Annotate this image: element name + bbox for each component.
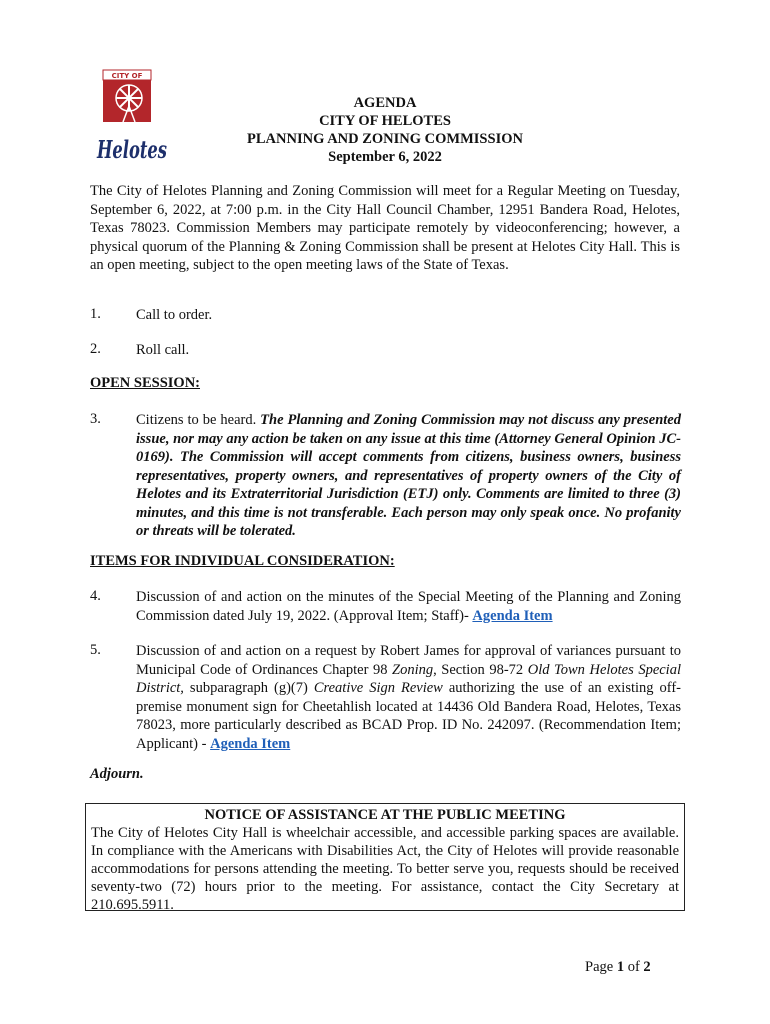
adjourn: Adjourn. bbox=[90, 766, 144, 782]
page-current: 1 bbox=[616, 959, 625, 975]
item-number: 1. bbox=[90, 306, 101, 322]
page-total: 2 bbox=[643, 959, 651, 975]
intro-paragraph: The City of Helotes Planning and Zoning Commission will meet for a Regular Meeting on Tuesday, September 6, 2022, at 7:00 p.m. in the City Hall Council Chamber, 12951 Bandera Road, Helotes, Texas 78023. Commission Members may participate remotely by videoconferencing; however, a physical quorum of the Planning & Zoning Commission shall be present at Helotes City Hall. This is an open meeting, subject to the open meeting laws of the State of Texas. bbox=[90, 183, 680, 273]
item4-agenda-link[interactable]: Agenda Item bbox=[472, 607, 553, 624]
header-line: AGENDA bbox=[353, 95, 417, 111]
notice-box bbox=[85, 803, 685, 911]
page-number bbox=[585, 959, 651, 976]
page-word: Page bbox=[585, 959, 617, 975]
header-line: CITY OF HELOTES bbox=[319, 113, 451, 129]
item3-lead: Citizens to be heard. bbox=[136, 412, 261, 428]
city-logo bbox=[95, 66, 169, 164]
agenda-header bbox=[220, 94, 550, 166]
logo-city-of-text: CITY OF bbox=[111, 72, 143, 80]
page-of: of bbox=[624, 959, 644, 975]
item5-italic: Old Town Helotes Special District, bbox=[136, 661, 681, 696]
item-citizens-to-be-heard bbox=[136, 411, 681, 541]
item-roll-call: Roll call. bbox=[136, 342, 190, 358]
header-date: September 6, 2022 bbox=[328, 149, 442, 165]
item-number: 4. bbox=[90, 588, 101, 604]
item5-text: authorizing the use of an existing off-premise monument sign for Cheetahlish located at 14436 Old Bandera Road, Helotes, Texas 78023, more particularly described as BCAD Prop. ID No. 242097. (Recommendation Item; Applicant) - bbox=[136, 680, 681, 752]
item-number: 5. bbox=[90, 642, 101, 658]
item3-rules: The Planning and Zoning Commission may not discuss any presented issue, nor may any action be taken on any issue at this time (Attorney General Opinion JC-0169). The Commission will accept comments from citizens, business owners, business representatives, property owners, and representatives of property owners of the City of Helotes and its Extraterritorial Jurisdiction (ETJ) only. Comments are limited to three (3) minutes, and this time is not transferable. Each person may only speak once. No profanity or threats will be tolerated. bbox=[136, 412, 681, 539]
item-call-to-order: Call to order. bbox=[136, 307, 213, 323]
item5-text: subparagraph (g)(7) bbox=[183, 680, 314, 696]
item5-agenda-link[interactable]: Agenda Item bbox=[210, 735, 291, 752]
logo-helotes-text: Helotes bbox=[96, 135, 168, 164]
item5-text: , Section 98-72 bbox=[433, 661, 528, 678]
item-minutes bbox=[136, 588, 681, 625]
item-variance-request bbox=[136, 642, 681, 753]
header-line: PLANNING AND ZONING COMMISSION bbox=[247, 131, 523, 147]
item5-italic: Zoning bbox=[392, 661, 434, 678]
item4-text: Discussion of and action on the minutes of the Special Meeting of the Planning and Zoning Commission dated July 19, 2022. (Approval Item; Staff)- bbox=[136, 589, 681, 624]
item5-italic: Creative Sign Review bbox=[313, 680, 443, 696]
item5-text: Discussion of and action on a request by Robert James for approval of variances pursuant to Municipal Code of Ordinances Chapter 98 bbox=[136, 643, 681, 678]
individual-consideration-heading: ITEMS FOR INDIVIDUAL CONSIDERATION: bbox=[90, 553, 395, 569]
notice-title: NOTICE OF ASSISTANCE AT THE PUBLIC MEETING bbox=[204, 807, 566, 823]
item-number: 3. bbox=[90, 411, 101, 427]
notice-body: The City of Helotes City Hall is wheelchair accessible, and accessible parking spaces are available. In compliance with the Americans with Disabilities Act, the City of Helotes will provide reasonable accommodations for persons attending the meeting. To better serve you, requests should be received seventy-two (72) hours prior to the meeting. For assistance, contact the City Secretary at 210.695.5911. bbox=[91, 825, 679, 913]
open-session-heading: OPEN SESSION: bbox=[90, 375, 200, 391]
item-number: 2. bbox=[90, 341, 101, 357]
windmill-logo-icon bbox=[95, 66, 169, 164]
